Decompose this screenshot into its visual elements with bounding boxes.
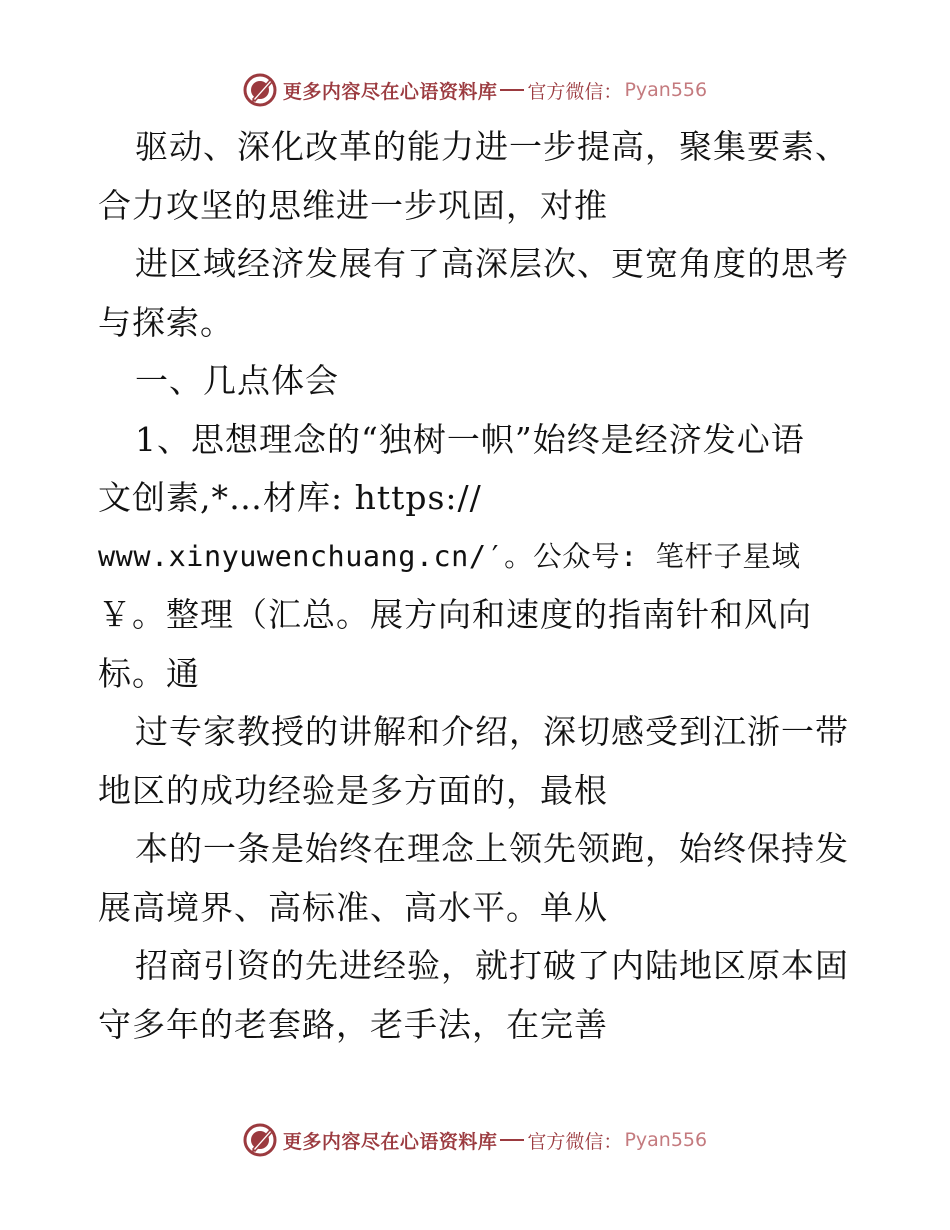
body-line-15: 招商引资的先进经验，就打破了内陆地区原本固	[135, 946, 849, 985]
footer-dash	[500, 1139, 524, 1141]
header-brand-text: 更多内容尽在心语资料库	[282, 80, 498, 103]
body-line-11: 过专家教授的讲解和介绍，深切感受到江浙一带	[135, 712, 849, 751]
red-circle-pen-logo-icon	[243, 73, 277, 107]
body-line-8: www.xinyuwenchuang.cn/′。公众号: 笔杆子星域	[98, 539, 801, 573]
red-circle-pen-logo-icon	[243, 1123, 277, 1157]
section-heading: 一、几点体会	[135, 361, 339, 400]
footer-watermark	[0, 1120, 950, 1160]
body-line-2: 合力攻坚的思维进一步巩固，对推	[98, 185, 608, 225]
header-wechat-id: Pyan556	[624, 79, 708, 101]
body-line-9: ￥。整理（汇总。展方向和速度的指南针和风向	[98, 595, 812, 634]
body-line-14: 展高境界、高标准、高水平。单从	[98, 887, 608, 927]
body-line-16: 守多年的老套路，老手法，在完善	[98, 1004, 608, 1044]
body-line-7: 文创素,*…材库: https://	[98, 478, 482, 517]
body-line-1: 驱动、深化改革的能力进一步提高，聚集要素、	[135, 127, 849, 166]
body-line-6: 1、思想理念的“独树一帜”始终是经济发心语	[135, 419, 805, 459]
body-line-10: 标。通	[98, 653, 200, 693]
header-wechat-label: 官方微信：	[527, 80, 623, 103]
footer-brand-text: 更多内容尽在心语资料库	[282, 1130, 498, 1153]
header-watermark	[0, 70, 950, 110]
body-line-12: 地区的成功经验是多方面的，最根	[98, 770, 608, 810]
body-line-3: 进区域经济发展有了高深层次、更宽角度的思考	[135, 244, 849, 283]
header-dash	[500, 89, 524, 91]
body-line-4: 与探索。	[98, 302, 234, 342]
footer-wechat-id: Pyan556	[624, 1129, 708, 1151]
footer-wechat-label: 官方微信：	[527, 1130, 623, 1153]
document-body	[98, 118, 858, 1054]
body-line-13: 本的一条是始终在理念上领先领跑，始终保持发	[135, 829, 849, 868]
